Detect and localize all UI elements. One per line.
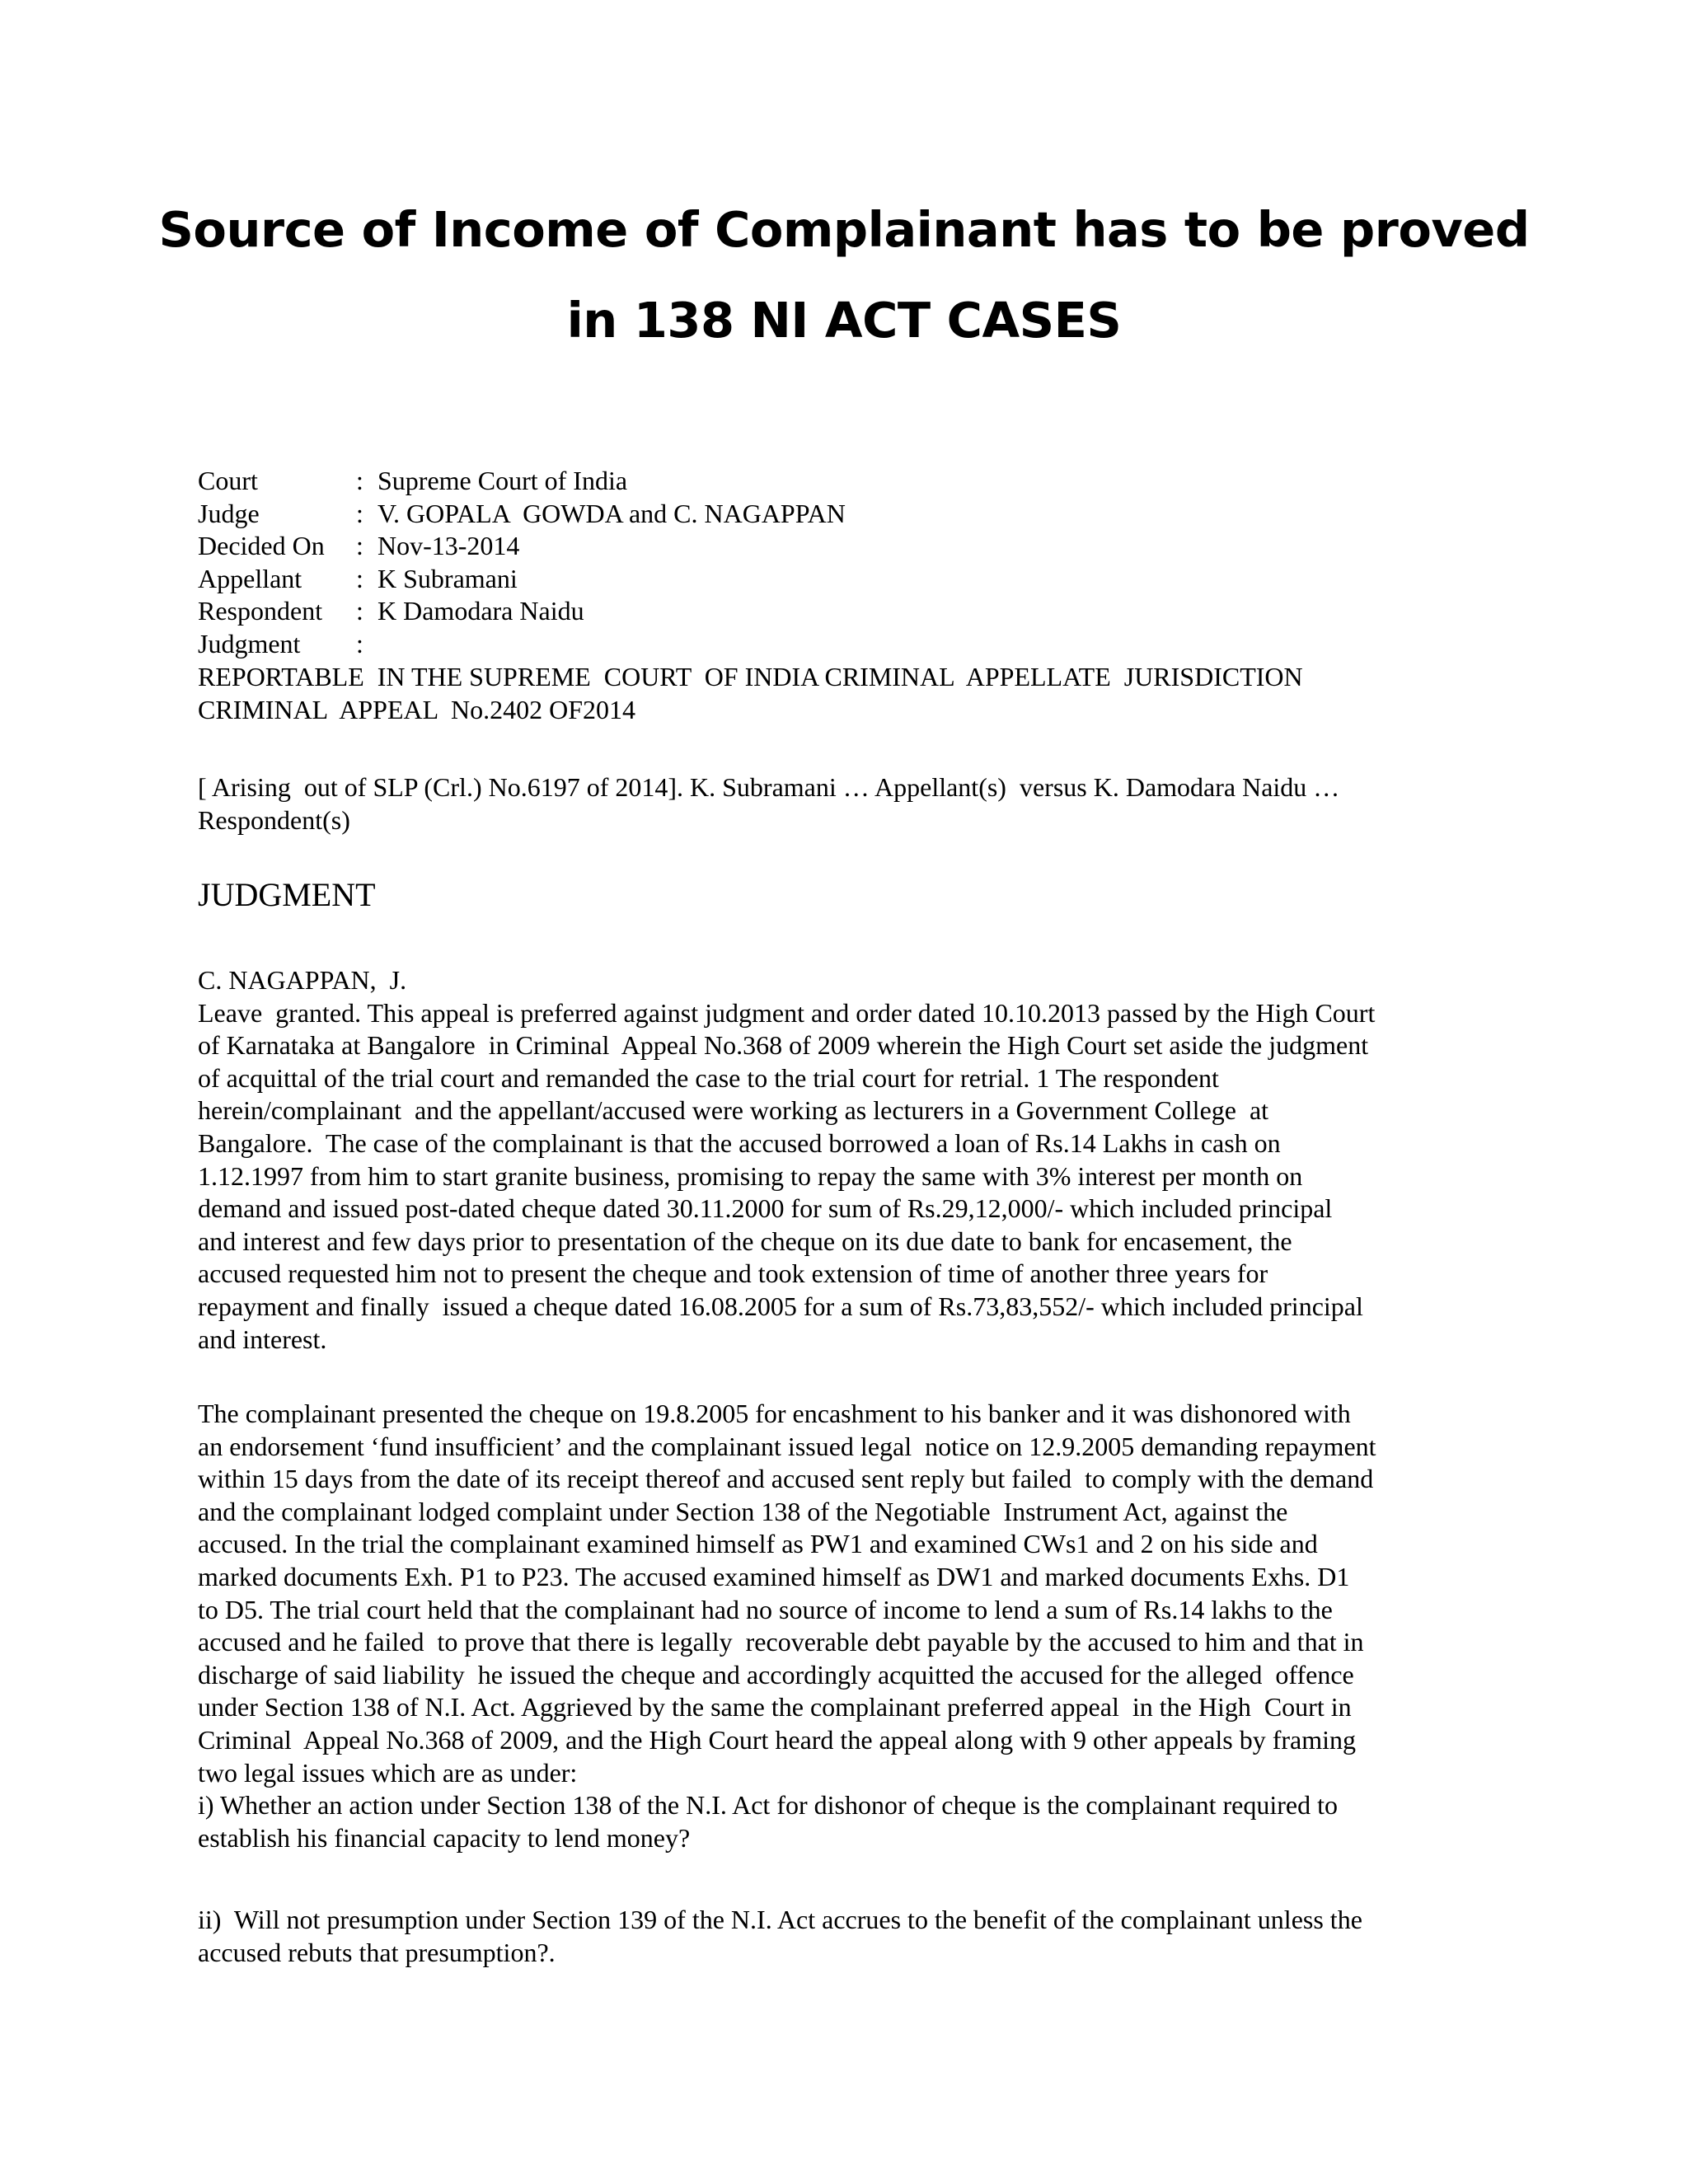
meta-separator: : — [356, 531, 363, 561]
text-line: repayment and finally issued a cheque dated 16.08.2005 for a sum of Rs.73,83,552/- which included principal — [198, 1291, 1363, 1321]
text-line: Respondent(s) — [198, 804, 350, 835]
text-line: discharge of said liability he issued the cheque and accordingly acquitted the accused for the alleged offence — [198, 1659, 1354, 1690]
issue-1-line: establish his financial capacity to lend money? — [198, 1822, 691, 1853]
meta-value: K Damodara Naidu — [377, 596, 584, 626]
text-line: The complainant presented the cheque on 19.8.2005 for encashment to his banker and it was dishonored with — [198, 1399, 1351, 1428]
meta-label: Court — [198, 466, 258, 495]
issue-1-line: i) Whether an action under Section 138 of the N.I. Act for dishonor of cheque is the complainant required to — [198, 1790, 1338, 1821]
text-line: two legal issues which are as under: — [198, 1757, 578, 1788]
text-line: accused requested him not to present the cheque and took extension of time of another three years for — [198, 1258, 1268, 1289]
text-line: REPORTABLE IN THE SUPREME COURT OF INDIA CRIMINAL APPELLATE JURISDICTION — [198, 662, 1303, 691]
meta-row-judge — [198, 498, 1517, 531]
text-line: Bangalore. The case of the complainant is that the accused borrowed a loan of Rs.14 Lakhs in cash on — [198, 1127, 1281, 1158]
meta-separator: : — [356, 596, 363, 626]
text-line: under Section 138 of N.I. Act. Aggrieved by the same the complainant preferred appeal in the High Court in — [198, 1692, 1352, 1722]
document-title-line-1: Source of Income of Complainant has to be proved — [158, 201, 1530, 258]
meta-row-respondent — [198, 595, 1517, 628]
meta-separator: : — [356, 628, 363, 658]
meta-row-decided-on — [198, 530, 1517, 563]
text-line: and interest and few days prior to presentation of the cheque on its due date to bank for encasement, the — [198, 1226, 1292, 1256]
arising-out-of — [198, 771, 1504, 837]
document-title-line-2: in 138 NI ACT CASES — [566, 292, 1122, 349]
text-line: herein/complainant and the appellant/accused were working as lecturers in a Government College at — [198, 1095, 1269, 1126]
text-line: accused and he failed to prove that there is legally recoverable debt payable by the accused to him and that in — [198, 1627, 1364, 1657]
text-line: of acquittal of the trial court and remanded the case to the trial court for retrial. 1 The respondent — [198, 1062, 1219, 1093]
judgment-heading: JUDGMENT — [198, 876, 376, 913]
text-line: accused rebuts that presumption?. — [198, 1937, 556, 1967]
text-line: to D5. The trial court held that the complainant had no source of income to lend a sum of Rs.14 lakhs to the — [198, 1594, 1333, 1624]
text-line: accused. In the trial the complainant examined himself as PW1 and examined CWs1 and 2 on his side and — [198, 1529, 1318, 1559]
meta-value: K Subramani — [377, 563, 518, 593]
meta-label: Decided On — [198, 531, 325, 561]
paragraph-1 — [198, 964, 1504, 1356]
text-line: 1.12.1997 from him to start granite business, promising to repay the same with 3% interest per month on — [198, 1160, 1303, 1191]
meta-row-court — [198, 465, 1517, 498]
reportable-header — [198, 661, 1504, 726]
author-line: C. NAGAPPAN, J. — [198, 965, 407, 995]
case-metadata — [198, 465, 1517, 661]
meta-label: Appellant — [198, 563, 302, 593]
text-line: CRIMINAL APPEAL No.2402 OF2014 — [198, 694, 635, 724]
meta-label: Judge — [198, 498, 260, 528]
meta-separator: : — [356, 498, 363, 528]
meta-separator: : — [356, 466, 363, 495]
meta-row-appellant — [198, 563, 1517, 596]
text-line: and the complainant lodged complaint under Section 138 of the Negotiable Instrument Act, against the — [198, 1496, 1288, 1526]
meta-value: V. GOPALA GOWDA and C. NAGAPPAN — [377, 498, 846, 528]
text-line: Criminal Appeal No.368 of 2009, and the High Court heard the appeal along with 9 other appeals by framing — [198, 1724, 1356, 1755]
text-line: and interest. — [198, 1324, 327, 1354]
meta-row-judgment — [198, 628, 1517, 661]
text-line: ii) Will not presumption under Section 139 of the N.I. Act accrues to the benefit of the complainant unless the — [198, 1905, 1362, 1934]
text-line: an endorsement ‘fund insufficient’ and the complainant issued legal notice on 12.9.2005 demanding repayment — [198, 1431, 1376, 1461]
meta-value: Supreme Court of India — [377, 466, 628, 495]
meta-value: Nov-13-2014 — [377, 531, 520, 561]
text-line: demand and issued post-dated cheque dated 30.11.2000 for sum of Rs.29,12,000/- which included principal — [198, 1193, 1333, 1224]
text-line: of Karnataka at Bangalore in Criminal Appeal No.368 of 2009 wherein the High Court set aside the judgment — [198, 1030, 1369, 1061]
text-line: within 15 days from the date of its receipt thereof and accused sent reply but failed to comply with the demand — [198, 1464, 1374, 1494]
paragraph-2 — [198, 1398, 1504, 1854]
text-line: marked documents Exh. P1 to P23. The accused examined himself as DW1 and marked documents Exhs. D1 — [198, 1561, 1350, 1591]
text-line: Leave granted. This appeal is preferred against judgment and order dated 10.10.2013 passed by the High Court — [198, 997, 1376, 1028]
meta-label: Judgment — [198, 628, 301, 658]
text-line: [ Arising out of SLP (Crl.) No.6197 of 2014]. K. Subramani … Appellant(s) versus K. Damodara Naidu … — [198, 772, 1340, 802]
meta-separator: : — [356, 563, 363, 593]
issue-2 — [198, 1904, 1504, 1969]
meta-label: Respondent — [198, 596, 323, 626]
